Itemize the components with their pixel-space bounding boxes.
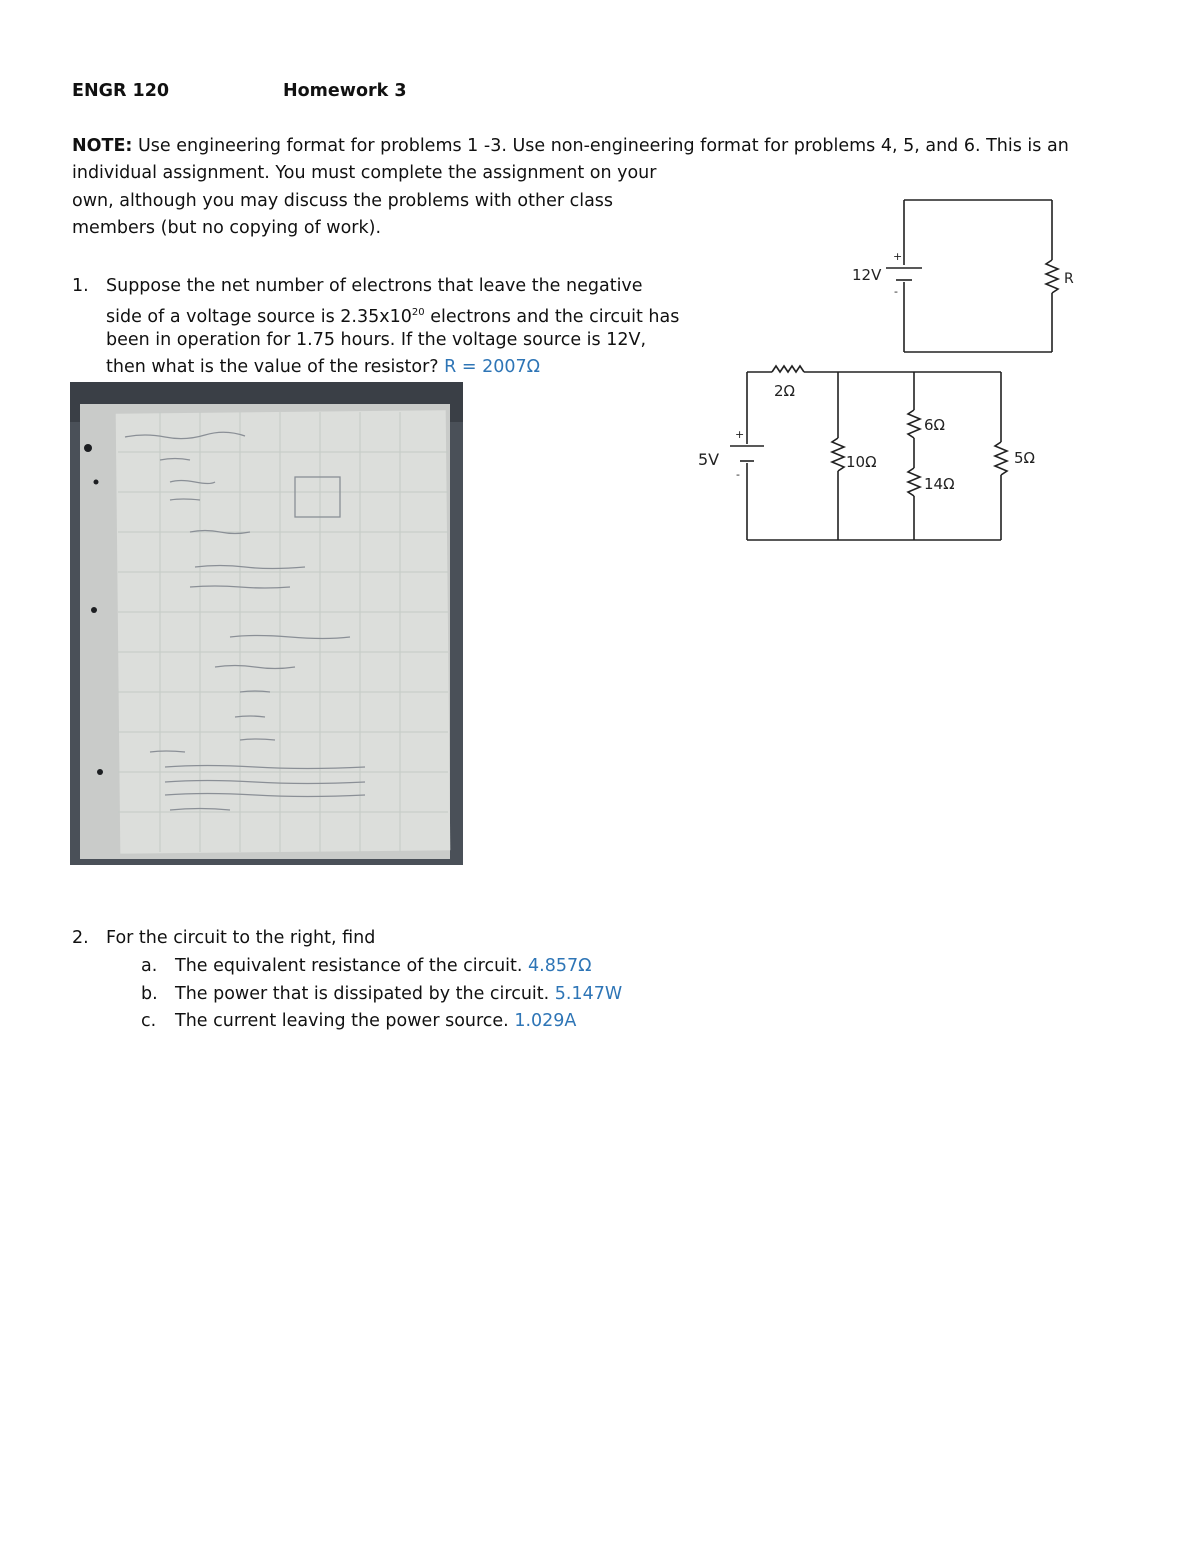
- circuit-2-source-label: 5V: [698, 450, 720, 469]
- circuit-2-plus: +: [735, 428, 745, 441]
- item-a-text: [175, 953, 592, 979]
- problem-1-number: 1.: [72, 276, 89, 296]
- note-line-2: individual assignment. You must complete the assignment on your: [72, 163, 657, 183]
- problem-2-intro: For the circuit to the right, find: [106, 928, 376, 948]
- circuit-1-resistor-label: R: [1064, 271, 1074, 287]
- problem-1-question: then what is the value of the resistor?: [106, 357, 445, 377]
- handwritten-work-photo: [70, 382, 463, 865]
- circuit-1-source-label: 12V: [852, 266, 882, 284]
- label-5-ohm: 5Ω: [1014, 449, 1036, 467]
- note-text-1: Use engineering format for problems 1 -3. Use non-engineering format for problems 4, 5, and 6. This is an: [132, 136, 1069, 156]
- item-a-letter: a.: [141, 956, 158, 976]
- resistor-14-ohm: [908, 468, 920, 496]
- item-b-question: The power that is dissipated by the circuit.: [175, 984, 555, 1004]
- circuit-2-diagram: [690, 358, 1036, 548]
- label-2-ohm: 2Ω: [774, 382, 796, 400]
- item-c-letter: c.: [141, 1011, 157, 1031]
- circuit-2-minus: -: [736, 468, 740, 481]
- resistor-5-ohm: [995, 442, 1007, 475]
- problem-2-number: 2.: [72, 928, 89, 948]
- problem-1-line-1: Suppose the net number of electrons that leave the negative: [106, 276, 643, 296]
- note-line-3: own, although you may discuss the problems with other class: [72, 191, 614, 211]
- label-14-ohm: 14Ω: [924, 475, 955, 493]
- item-b-text: [175, 981, 622, 1007]
- item-b-answer: 5.147W: [554, 984, 623, 1004]
- problem-1-line-3: been in operation for 1.75 hours. If the voltage source is 12V,: [106, 330, 647, 350]
- circuit-1-minus: -: [894, 285, 898, 298]
- label-6-ohm: 6Ω: [924, 416, 946, 434]
- label-10-ohm: 10Ω: [846, 453, 877, 471]
- note-label: NOTE:: [72, 136, 133, 156]
- resistor-2-ohm: [772, 366, 804, 372]
- item-c-answer: 1.029A: [514, 1011, 577, 1031]
- homework-title: Homework 3: [283, 81, 407, 101]
- item-c-question: The current leaving the power source.: [175, 1011, 515, 1031]
- problem-1-line-2: [106, 300, 679, 330]
- problem-1-line-4: [106, 354, 540, 380]
- note-line-1: [72, 133, 1069, 159]
- item-a-question: The equivalent resistance of the circuit.: [175, 956, 529, 976]
- course-code: ENGR 120: [72, 81, 170, 101]
- circuit-1-resistor: [1046, 260, 1058, 293]
- page-header: [72, 78, 407, 104]
- item-c-text: [175, 1008, 576, 1034]
- exponent: 20: [411, 307, 425, 318]
- circuit-1-plus: +: [893, 250, 903, 263]
- problem-1-answer: R = 2007Ω: [444, 357, 540, 377]
- item-b-letter: b.: [141, 984, 158, 1004]
- problem-1-line-2a: side of a voltage source is 2.35x10: [106, 306, 412, 327]
- circuit-1-diagram: [840, 190, 1090, 360]
- note-line-4: members (but no copying of work).: [72, 218, 382, 238]
- item-a-answer: 4.857Ω: [528, 956, 592, 976]
- resistor-10-ohm: [832, 438, 844, 471]
- problem-1-line-2b: electrons and the circuit has: [424, 306, 680, 327]
- resistor-6-ohm: [908, 410, 920, 438]
